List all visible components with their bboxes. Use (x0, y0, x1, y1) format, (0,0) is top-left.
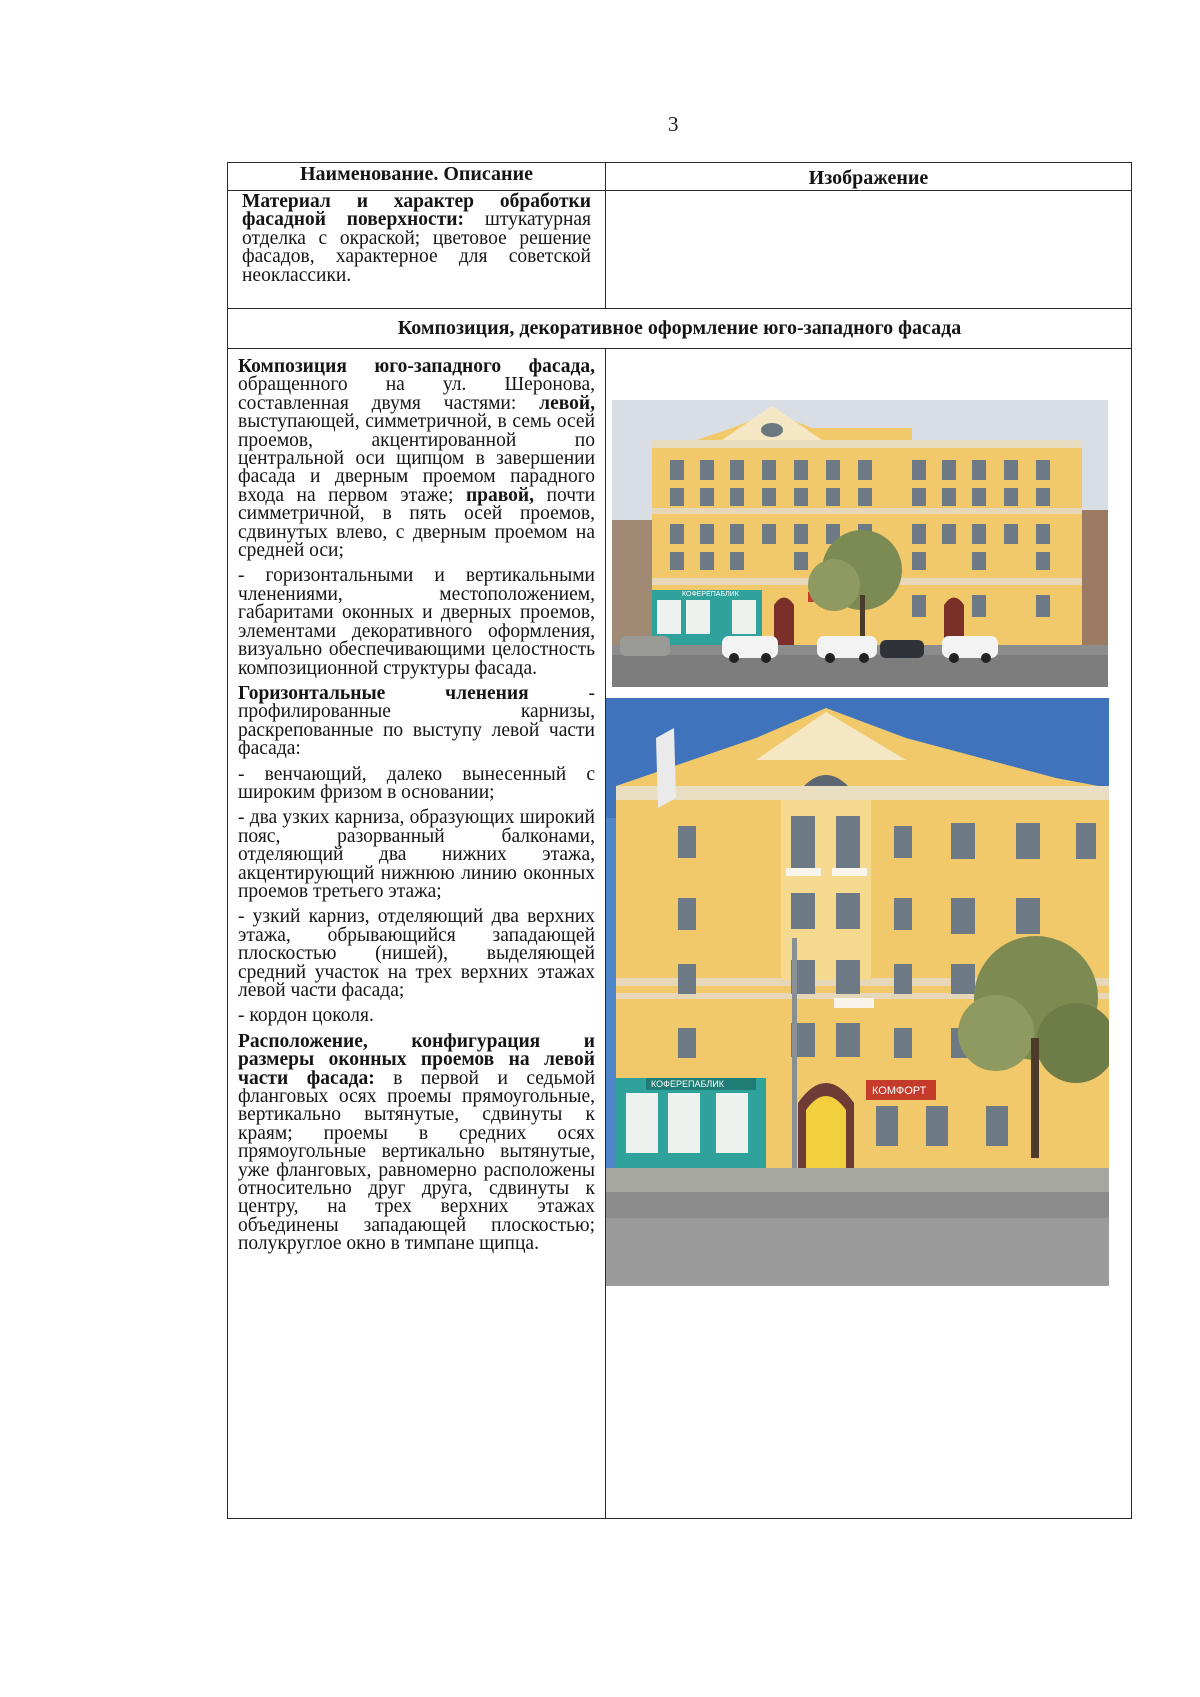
windows-title: Расположение, конфигурация и размеры оконных проемов на левой части фасада: (238, 1030, 595, 1089)
windows-paragraph (238, 1030, 596, 1255)
section-title: Композиция, декоративное оформление юго-западного фасада (397, 317, 962, 339)
plinth-item: - кордон цоколя. (238, 1005, 374, 1027)
composition-title: Композиция юго-западного фасада, (238, 356, 595, 377)
narrow-cornices-item: - два узких карниза, образующих широкий пояс, разорванный балконами, отделяющий два нижних этажа, акцентирующий нижнюю линию оконных проемов третьего этажа; (238, 807, 595, 902)
left-part-text: выступающей, симметричной, в семь осей проемов, акцентированной по центральной оси щипцом в завершении фасада и дверным проемом парадного входа на первом этаже; (238, 411, 595, 506)
composition-paragraph (238, 358, 595, 560)
page-number: 3 (668, 112, 679, 136)
material-text: штукатурная отделка с окраской; цветовое решение фасадов, характерное для советской неоклассики. (242, 209, 592, 286)
right-part-label: правой, (465, 484, 535, 506)
header-name-cell (228, 163, 606, 191)
composition-text: обращенного на ул. Шеронова, составленная двумя частями: (238, 374, 595, 414)
horizontal-paragraph (238, 682, 595, 760)
header-image: Изображение (808, 167, 929, 189)
section-title-cell (228, 309, 1132, 349)
composition-cell (228, 349, 606, 1519)
material-cell (228, 191, 606, 309)
facade-photo-2 (606, 698, 1109, 1286)
upper-cornice-item: - узкий карниз, отделяющий два верхних этажа, обрывающийся западающей плоскостью (нишей), выделяющей средний участок на трех верхних этажах левой части фасада; (238, 906, 595, 1001)
divisions-paragraph: - горизонтальными и вертикальными членениями, местоположением, габаритами оконных и дверных проемов, элементами декоративного оформления, визуально обеспечивающими целостность композиционной структуры фасада. (238, 565, 595, 679)
photo2-comfort-sign: КОМФОРТ (872, 1085, 927, 1097)
material-title: Материал и характер обработки фасадной поверхности: (242, 191, 591, 231)
photo1-shop-sign: КОФЕРЕПАБЛИК (682, 591, 739, 598)
right-part-text: почти симметричной, в пять осей проемов, сдвинутых влево, с дверным проемом на средней оси; (238, 484, 596, 562)
material-image-cell (606, 191, 1132, 309)
left-part-label: левой, (539, 392, 595, 414)
facade-photo-1 (612, 400, 1108, 687)
photo2-shop-sign: КОФЕРЕПАБЛИК (651, 1079, 724, 1089)
header-image-cell (606, 163, 1132, 191)
crowning-cornice-item: - венчающий, далеко вынесенный с широким фризом в основании; (238, 763, 595, 803)
horizontal-title: Горизонтальные членения (238, 682, 529, 704)
horizontal-text: - профилированные карнизы, раскрепованные по выступу левой части фасада: (238, 682, 595, 760)
header-name: Наименование. Описание (300, 163, 533, 185)
windows-text: в первой и седьмой фланговых осях проемы прямоугольные, вертикально вытянутые, сдвинуты к краям; проемы в средних осях прямоугольные вертикально вытянутые, уже фланговых, равномерно расположены относительно друг друга, сдвинуты к центру, на трех верхних этажах объединены западающей плоскостью; полукруглое окно в тимпане щипца. (238, 1067, 596, 1255)
